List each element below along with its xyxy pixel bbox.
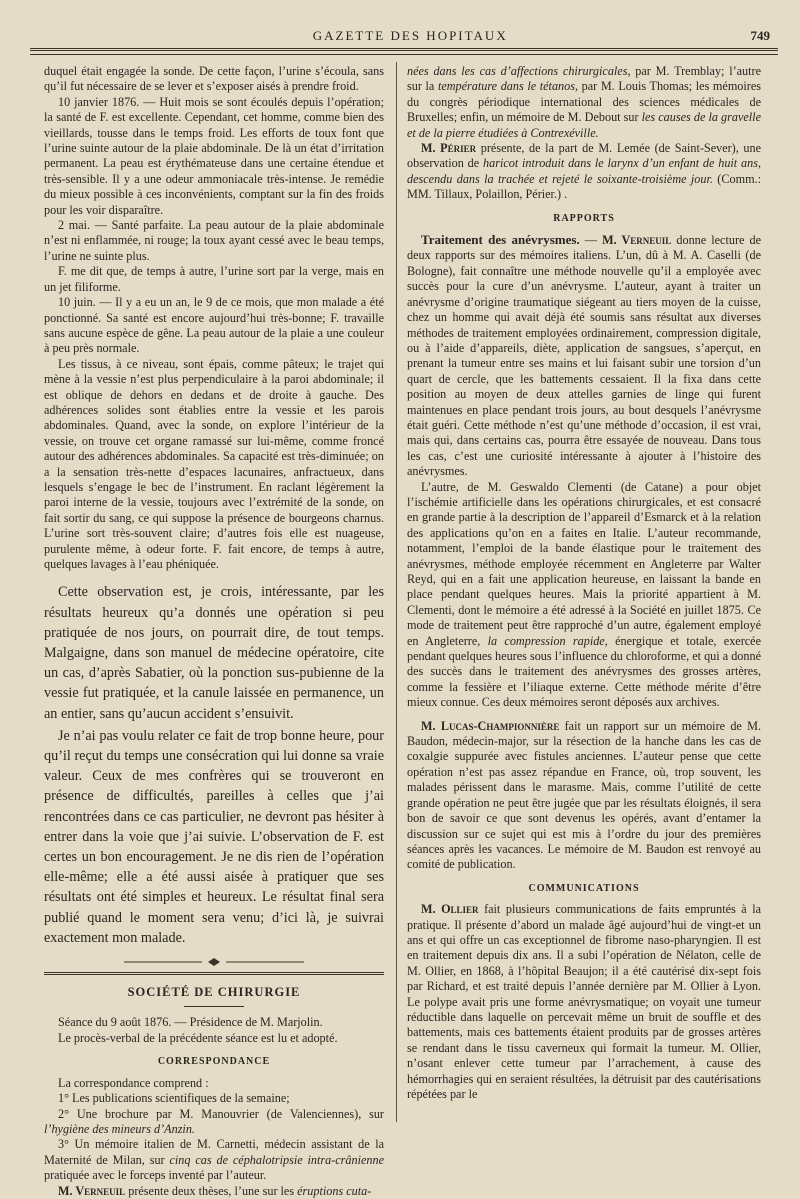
- subsection-title: CORRESPONDANCE: [157, 1056, 271, 1068]
- ornament-divider: [44, 958, 384, 966]
- paragraph: M. Périer présente, de la part de M. Lemée (de Saint-Sever), une observation de haricot introduit dans le larynx d’un enfant de huit ans, descendu dans la trachée et rejeté le soixante-troisième jour. (Comm.: MM. Tillaux, Polaillon, Périer.) .: [407, 141, 761, 202]
- paragraph: Cette observation est, je crois, intéressante, par les résultats heureux qu’a donnés une opération si peu pratiquée de nos jours, on pourrait dire, de tout temps. Malgaigne, dans son manuel de médecine opératoire, cite un cas, d’après Sabatier, où la ponction sus-pubienne de la vessie fut pratiquée, et la canule laissée en permanence, un an entier, sans qu’aucun accident s’ensuivit.: [44, 584, 384, 722]
- section-title: SOCIÉTÉ DE CHIRURGIE: [127, 985, 301, 1000]
- page-header: [30, 28, 770, 44]
- paragraph: M. Ollier fait plusieurs communications de faits empruntés à la pratique. Il présente d’abord un malade âgé aujourd’hui de vingt-et un ans et qui offre un cas exceptionnel de fibrome naso-pharyngien. Il est en traitement depuis dix ans. Il a subi l’opération de Nélaton, celle de M. Ollier, en 1868, à l’hôpital Beaujon; il a été cautérisé dix-sept fois par Richard, et est traité depuis l’année dernière par M. Ollier à Lyon. Le polype avait pris une forme anévrysmatique; on voyait une tumeur réductible dans laquelle on percevait même un bruit de souffle et des battements, mais ces battements étaient produits par de grosses artères se rendant dans le tissu caverneux qui formait la tumeur. M. Ollier, n’osant enlever cette tumeur par l’arrachement, à cause des hémorrhagies qui en seraient résultées, la détruisit par des cautérisations répétées par le: [407, 902, 761, 1101]
- paragraph: 10 janvier 1876. — Huit mois se sont écoulés depuis l’opération; la santé de F. est excellente. Cependant, cet homme, comme bien des vieillards, tousse dans le temps froid. Les efforts de toux font que l’urine suinte autour de la plaie abdominale. De là un état d’irritation permanent. La peau est érythémateuse dans une certaine étendue et très-sensible. Il y a une odeur ammoniacale très-intense. Je remédie du mieux possible à ces inconvénients, comptant sur la fin des froids pour les voir disparaître.: [44, 94, 384, 217]
- paragraph: 10 juin. — Il y a eu un an, le 9 de ce mois, que mon malade a été ponctionné. Sa santé est encore aujourd’hui très-bonne; F. travaille sans aucune espèce de gêne. La peau autour de la plaie a une couleur à peu près normale.: [44, 295, 384, 356]
- subsection-title: RAPPORTS: [553, 212, 615, 224]
- paragraph: L’autre, de M. Geswaldo Clementi (de Catane) a pour objet l’ischémie artificielle dans les opérations chirurgicales, et est consacré en grande partie à la description de l’appareil d’Esmarck et à la relation des applications qu’on en a faites en Italie. L’auteur recommande, notamment, l’emploi de la bande élastique pour le traitement des anévrysmes, méthode employée récemment en Angleterre par Walter Reyd, qui en a fait une application heureuse, en laissant la bande en place pendant quelques heures. Mais la priorité appartient à M. Clementi, dont le mémoire a été adressé à la Société en juillet 1875. Ce mode de traitement peut être rapproché d’un autre, également employé en Angleterre, la compression rapide, énergique et totale, exercée pendant quelques heures sous l’influence du chloroforme, et qui a donné des succès dans le traitement des anévrysmes des grosses artères, comme la fessière et l’iliaque externe. Cette méthode mérite d’être mieux connue. Ces deux mémoires seront déposés aux archives.: [407, 479, 761, 710]
- paragraph: Séance du 9 août 1876. — Présidence de M. Marjolin.: [58, 1015, 323, 1030]
- header-rule: [30, 48, 778, 51]
- paragraph: Traitement des anévrysmes. — M. Verneuil donne lecture de deux rapports sur des mémoires italiens. L’un, dû à M. A. Caselli (de Bologne), fait connaître une méthode nouvelle qu’il a employée avec succès pour la cure d’un anévrysme. L’auteur, ayant à traiter un anévrysme d’origine traumatique siégeant au tiers moyen de la cuisse, chez un homme qui avait déjà été soumis sans résultat aux diverses méthodes de traitement employées ordinairement, compression digitale, ou à l’aide d’appareils, diète, application de sangsues, s’aperçut, en prenant la tumeur entre ses mains et lui faisant subir une torsion d’un quart de cercle, que les battements cessaient. Il la fixa dans cette position au moyen de deux attelles garnies de linge qui furent maintenues en place pendant trois jours, au bout desquels l’anévrysme était guéri. Cette méthode n’est qu’une méthode d’occasion, il est vrai, mais qui, dans certains cas, pourra être essayée de nouveau. Dans tous les cas, c’est une curiosité intéressante à ajouter à l’histoire des anévrysmes.: [407, 232, 761, 479]
- paragraph: Le procès-verbal de la précédente séance est lu et adopté.: [58, 1030, 338, 1045]
- paragraph: Les tissus, à ce niveau, sont épais, comme pâteux; le trajet qui mène à la vessie n’est plus perpendiculaire à la paroi abdominale; il est oblique de dehors en dedans et de droite à gauche. Des adhérences solides sont établies entre la vessie et les parois abdominales. Quand, avec la sonde, on explore l’intérieur de la vessie, on trouve cet organe ramassé sur lui-même, comme froncé autour des adhérences abdominales. Sa capacité est très-diminuée; on a la sensation très-nette d’espaces lacunaires, anfractueux, dans lesquels s’engage le bec de l’instrument. En raclant légèrement la paroi interne de la vessie, toujours avec l’extrémité de la sonde, on fait sortir du sang, ce qui suppose la présence de bourgeons charnus. L’urine sort très-souvent claire; d’autres fois elle est nuageuse, purulente même, à odeur forte. F. fait encore, de temps à autre, quelques lavages à l’eau phéniquée.: [44, 356, 384, 571]
- right-column: [407, 64, 761, 1124]
- journal-title: GAZETTE DES HOPITAUX: [312, 28, 508, 43]
- page-number: 749: [750, 28, 770, 43]
- subsection-title: COMMUNICATIONS: [528, 882, 640, 894]
- paragraph: duquel était engagée la sonde. De cette façon, l’urine s’écoula, sans qu’il fut nécessaire de se lever et s’exposer aisés à prendre froid.: [44, 64, 384, 94]
- ornament-icon: [124, 958, 304, 966]
- paragraph: M. Verneuil présente deux thèses, l’une sur les éruptions cuta-: [58, 1183, 372, 1198]
- paragraph: Je n’ai pas voulu relater ce fait de trop bonne heure, pour qu’il reçut du temps une consécration qui lui donne sa vraie valeur. Ceux de mes confrères qui se trouveront en présence de difficultés, pareilles à celles que j’ai rencontrées dans ce cas particulier, ne devront pas hésiter à entrer dans la voie que j’ai suivie. L’observation de F. est certes un bon encouragement. Je ne dis rien de l’opération elle-même; elle a été aussi aisée à pratiquer que ses résultats ont été simples et heureux. Le résultat final sera publié quand le moment sera venu; d’ici là, je suivrai exactement mon malade.: [44, 727, 384, 946]
- column-separator: [396, 62, 397, 1122]
- paragraph: La correspondance comprend :: [58, 1075, 209, 1090]
- section-rule: [44, 972, 384, 975]
- paragraph: 2 mai. — Santé parfaite. La peau autour de la plaie abdominale n’est ni enflammée, ni rouge; la toux ayant cessé avec le beau temps, l’urine ne suinte plus.: [44, 218, 384, 263]
- paragraph: 3° Un mémoire italien de M. Carnetti, médecin assistant de la Maternité de Milan, sur cinq cas de céphalotripsie intra-crânienne pratiquée avec le forceps inventé par l’auteur.: [44, 1137, 385, 1183]
- paragraph: nées dans les cas d’affections chirurgicales, par M. Tremblay; l’autre sur la température dans le tétanos, par M. Louis Thomas; les mémoires du congrès périodique international des sciences médicales de Bruxelles; enfin, un mémoire de M. Debout sur les causes de la gravelle et de la pierre étudiées à Contrexéville.: [407, 64, 762, 140]
- paragraph: 1° Les publications scientifiques de la semaine;: [58, 1091, 290, 1106]
- paragraph: M. Lucas-Championnière fait un rapport sur un mémoire de M. Baudon, médecin-major, sur la résection de la hanche dans les cas de coxalgie suppurée avec fistules anciennes. L’auteur pense que cette opération n’est pas assez répandue en France, où, trop souvent, les malades périssent dans le marasme. Mais, comme l’utilité de cette grande opération ne peut être jugée que par les résultats éloignés, il sera bon de savoir ce que sont devenus les opérés, avant d’entamer la discussion sur ce sujet qui est mis à l’ordre du jour des premières séances après les vacances. Le mémoire de M. Baudon est renvoyé au comité de publication.: [407, 718, 761, 872]
- header-rule-thin: [30, 54, 778, 55]
- paragraph: F. me dit que, de temps à autre, l’urine sort par la verge, mais en un jet filiforme.: [44, 264, 384, 294]
- left-column: [44, 64, 385, 1198]
- paragraph: 2° Une brochure par M. Manouvrier (de Valenciennes), sur l’hygiène des mineurs d’Anzin.: [44, 1106, 384, 1136]
